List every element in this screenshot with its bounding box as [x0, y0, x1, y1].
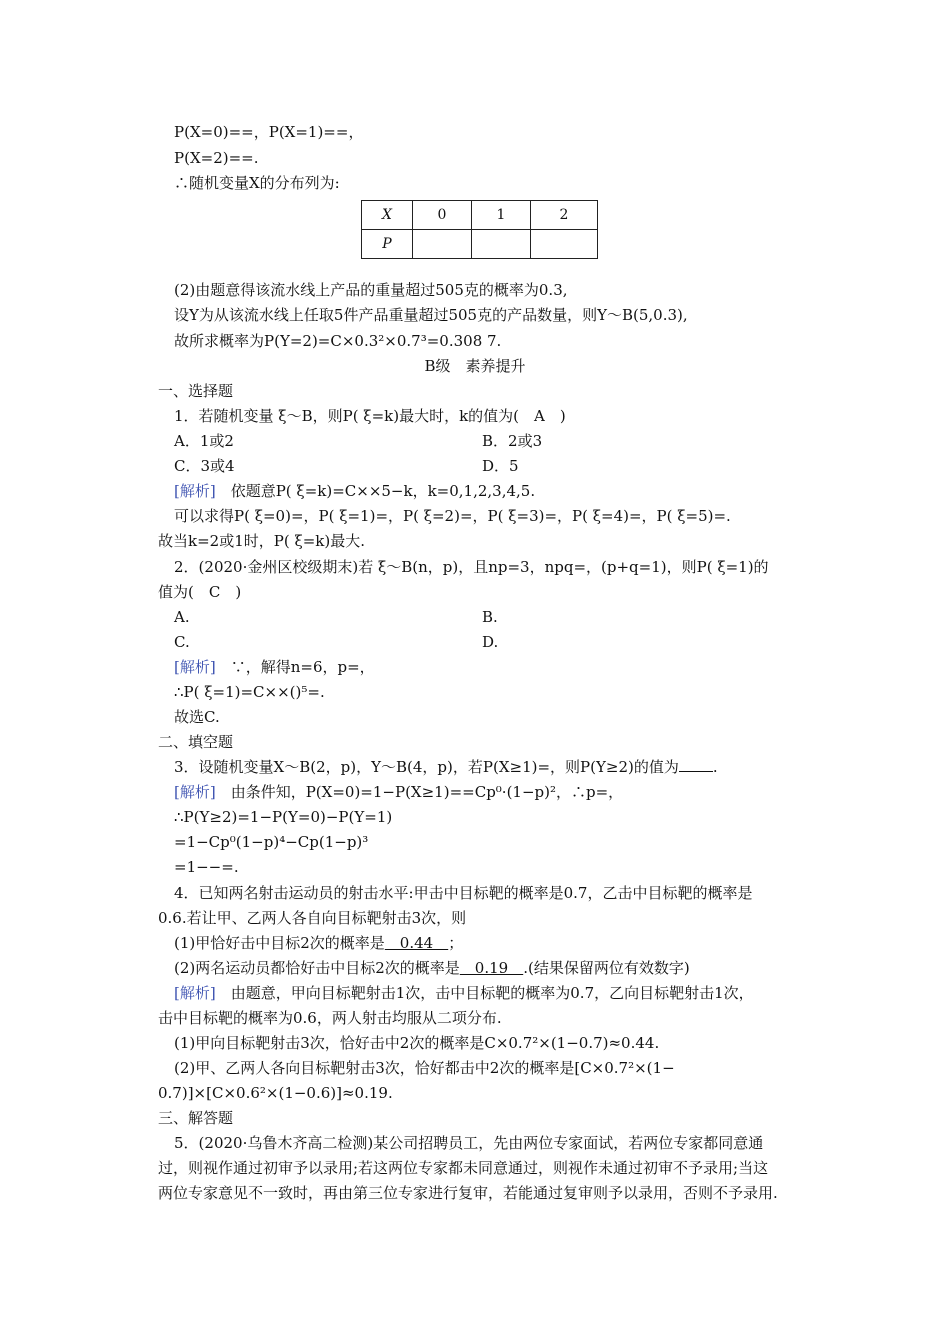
solution-line: 击中目标靶的概率为0.6，两人射击均服从二项分布. [158, 1009, 502, 1027]
distribution-table [361, 200, 598, 259]
table-cell: P [362, 230, 413, 259]
section-title: B级 素养提升 [424, 357, 526, 375]
analysis-tag: [解析] [174, 482, 216, 500]
option-b: B．2或3 [482, 432, 543, 450]
table-cell: 1 [472, 201, 531, 230]
analysis-tag: [解析] [174, 783, 216, 801]
analysis-tag: [解析] [174, 658, 216, 676]
table-cell: 2 [531, 201, 598, 230]
solution-text: 由题意，甲向目标靶射击1次，击中目标靶的概率为0.7，乙向目标靶射击1次， [215, 984, 754, 1002]
text-line: 设Y为从该流水线上任取5件产品重量超过505克的产品数量，则Y～B(5,0.3), [174, 306, 688, 324]
question-stem: 4．已知两名射击运动员的射击水平:甲击中目标靶的概率是0.7，乙击中目标靶的概率是 [174, 884, 753, 902]
question-text: . [712, 758, 718, 776]
question-stem: 1．若随机变量 ξ～B，则P( ξ=k)最大时，k的值为( A ) [174, 407, 566, 425]
question-text: ； [448, 934, 464, 952]
solution-line: =1−−=. [174, 858, 239, 876]
table-row [362, 230, 598, 259]
solution-line: ∴P(Y≥2)=1−P(Y=0)−P(Y=1) [174, 808, 393, 826]
text-line: P(X=0)==，P(X=1)==， [174, 123, 364, 141]
option-c: C．3或4 [174, 457, 235, 475]
option-d: D. [482, 633, 499, 651]
option-b: B. [482, 608, 498, 626]
question-stem [174, 756, 718, 778]
option-d: D．5 [482, 457, 519, 475]
option-a: A．1或2 [174, 432, 234, 450]
table-cell [531, 230, 598, 259]
text-line: P(X=2)==. [174, 149, 259, 167]
question-stem: 0.6.若让甲、乙两人各自向目标靶射击3次，则 [158, 909, 467, 927]
solution-line [174, 480, 535, 502]
question-text: 3．设随机变量X～B(2，p)，Y～B(4，p)，若P(X≥1)=，则P(Y≥2)的值为 [174, 758, 679, 776]
solution-text: 由条件知，P(X=0)=1−P(X≥1)==Cp⁰·(1−p)²，∴p=， [215, 783, 624, 801]
question-stem: 两位专家意见不一致时，再由第三位专家进行复审，若能通过复审则予以录用，否则不予录用. [158, 1184, 778, 1202]
table-cell: 0 [413, 201, 472, 230]
solution-line: (2)甲、乙两人各向目标靶射击3次，恰好都击中2次的概率是[C×0.7²×(1− [174, 1059, 675, 1077]
solution-line: 可以求得P( ξ=0)=，P( ξ=1)=，P( ξ=2)=，P( ξ=3)=，P( ξ=4)=，P( ξ=5)=. [174, 507, 731, 525]
section-heading: 二、填空题 [158, 733, 234, 751]
answer-filled: 0.19 [459, 959, 524, 977]
question-text: (1)甲恰好击中目标2次的概率是 [174, 934, 385, 952]
text-line: (2)由题意得该流水线上产品的重量超过505克的概率为0.3, [174, 281, 568, 299]
solution-line: 0.7)]×[C×0.6²×(1−0.6)]≈0.19. [158, 1084, 393, 1102]
solution-line [174, 781, 623, 803]
solution-line: 故选C. [174, 708, 220, 726]
text-line: 故所求概率为P(Y=2)=C×0.3²×0.7³=0.308 7. [174, 332, 502, 350]
solution-text: 依题意P( ξ=k)=C××5−k，k=0,1,2,3,4,5. [215, 482, 536, 500]
table-row [362, 201, 598, 230]
solution-line: (1)甲向目标靶射击3次，恰好击中2次的概率是C×0.7²×(1−0.7)≈0.44. [174, 1034, 660, 1052]
question-stem: 5．(2020·乌鲁木齐高二检测)某公司招聘员工，先由两位专家面试，若两位专家都同意通 [174, 1134, 764, 1152]
answer-filled: 0.44 [384, 934, 449, 952]
solution-line [174, 656, 375, 678]
option-c: C. [174, 633, 190, 651]
question-stem: 值为( C ) [158, 583, 242, 601]
section-heading: 一、选择题 [158, 382, 234, 400]
analysis-tag: [解析] [174, 984, 216, 1002]
question-stem: 2．(2020·金州区校级期末)若 ξ～B(n，p)，且np=3，npq=，(p+q=1)，则P( ξ=1)的 [174, 558, 769, 576]
table-cell: X [362, 201, 413, 230]
question-text: .(结果保留两位有效数字) [523, 959, 690, 977]
text-line: ∴随机变量X的分布列为: [174, 174, 340, 192]
solution-line: ∴P( ξ=1)=C××()⁵=. [174, 683, 325, 701]
section-heading: 三、解答题 [158, 1109, 234, 1127]
solution-line: =1−Cp⁰(1−p)⁴−Cp(1−p)³ [174, 833, 369, 851]
question-text: (2)两名运动员都恰好击中目标2次的概率是 [174, 959, 460, 977]
table-cell [472, 230, 531, 259]
question-stem: 过，则视作通过初审予以录用;若这两位专家都未同意通过，则视作未通过初审不予录用;当这 [158, 1159, 769, 1177]
solution-line: 故当k=2或1时，P( ξ=k)最大. [158, 532, 365, 550]
sub-question [174, 932, 463, 954]
solution-text: ∵，解得n=6，p=， [215, 658, 375, 676]
option-a: A. [174, 608, 190, 626]
table-cell [413, 230, 472, 259]
answer-blank [679, 757, 713, 772]
solution-line [174, 982, 754, 1004]
sub-question [174, 957, 690, 979]
